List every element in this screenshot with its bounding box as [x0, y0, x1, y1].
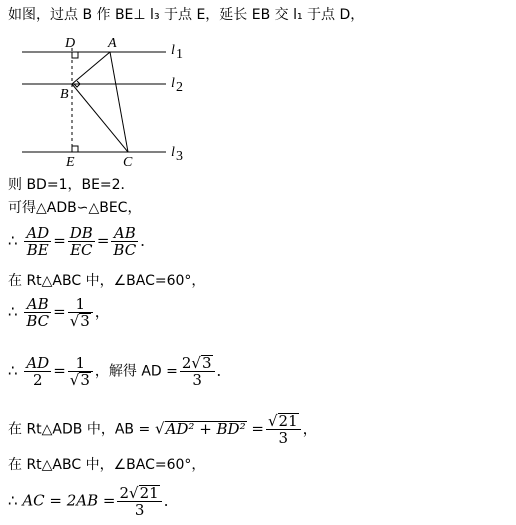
label-C: C — [123, 155, 133, 170]
segment-AC — [110, 52, 128, 152]
fraction-AB-BC: $\frac{AB}{BC}$ — [113, 224, 137, 259]
step-1: 则 BD=1，BE=2． — [8, 177, 135, 193]
label-D: D — [65, 36, 76, 51]
fraction-2root3-3: $\frac{2√3}{3}$ — [180, 355, 215, 388]
step-9: ∴ AC = 2AB = $\frac{2√21}{3}$ ． — [8, 484, 179, 519]
step-6: ∴ $\frac{AD}{2}$ = $\frac{1}{√3}$ ，解得 AD = $\frac{2√3}{3}$ ． — [8, 354, 232, 389]
step-3: ∴ $\frac{AD}{BE}$ = $\frac{DB}{EC}$ = $\frac{AB}{BC}$ ． — [8, 224, 156, 259]
geometry-figure — [0, 28, 516, 198]
step-2: 可得△ADB∽△BEC， — [8, 200, 142, 216]
fraction-DB-EC: $\frac{DB}{EC}$ — [69, 224, 93, 259]
label-l3: l — [171, 145, 175, 160]
fraction-AB-BC: $\frac{AB}{BC}$ — [26, 295, 50, 330]
segment-BC — [72, 84, 128, 152]
label-E: E — [66, 155, 75, 170]
step-5: ∴ $\frac{AB}{BC}$ = $\frac{1}{√3}$ ， — [8, 295, 110, 330]
label-l1-sub: 1 — [176, 47, 183, 62]
label-l1: l — [171, 43, 175, 58]
fraction-1-root3: $\frac{1}{√3}$ — [68, 355, 93, 388]
fraction-1-root3: $\frac{1}{√3}$ — [68, 296, 93, 329]
fraction-AD-BE: $\frac{AD}{BE}$ — [26, 224, 50, 259]
label-l2: l — [171, 76, 175, 91]
step-7: 在 Rt△ADB 中，AB = √AD² + BD² = $\frac{√21}{3}$ ， — [8, 412, 318, 447]
fraction-root21-3: $\frac{√21}{3}$ — [266, 413, 301, 446]
label-A: A — [108, 36, 117, 51]
label-l2-sub: 2 — [176, 80, 183, 95]
fraction-AD-2: $\frac{AD}{2}$ — [26, 354, 50, 389]
therefore-symbol: ∴ — [8, 231, 18, 250]
step-4: 在 Rt△ABC 中，∠BAC=60°， — [8, 273, 206, 289]
fraction-2root21-3: $\frac{2√21}{3}$ — [117, 485, 161, 518]
step-8: 在 Rt△ABC 中，∠BAC=60°， — [8, 457, 206, 473]
label-l3-sub: 3 — [176, 149, 183, 164]
right-angle-mark-E — [72, 146, 78, 152]
right-angle-mark-D — [72, 52, 78, 58]
label-B: B — [60, 87, 69, 102]
problem-statement: 如图，过点 B 作 BE⊥ l₃ 于点 E，延长 EB 交 l₁ 于点 D， — [8, 7, 365, 23]
